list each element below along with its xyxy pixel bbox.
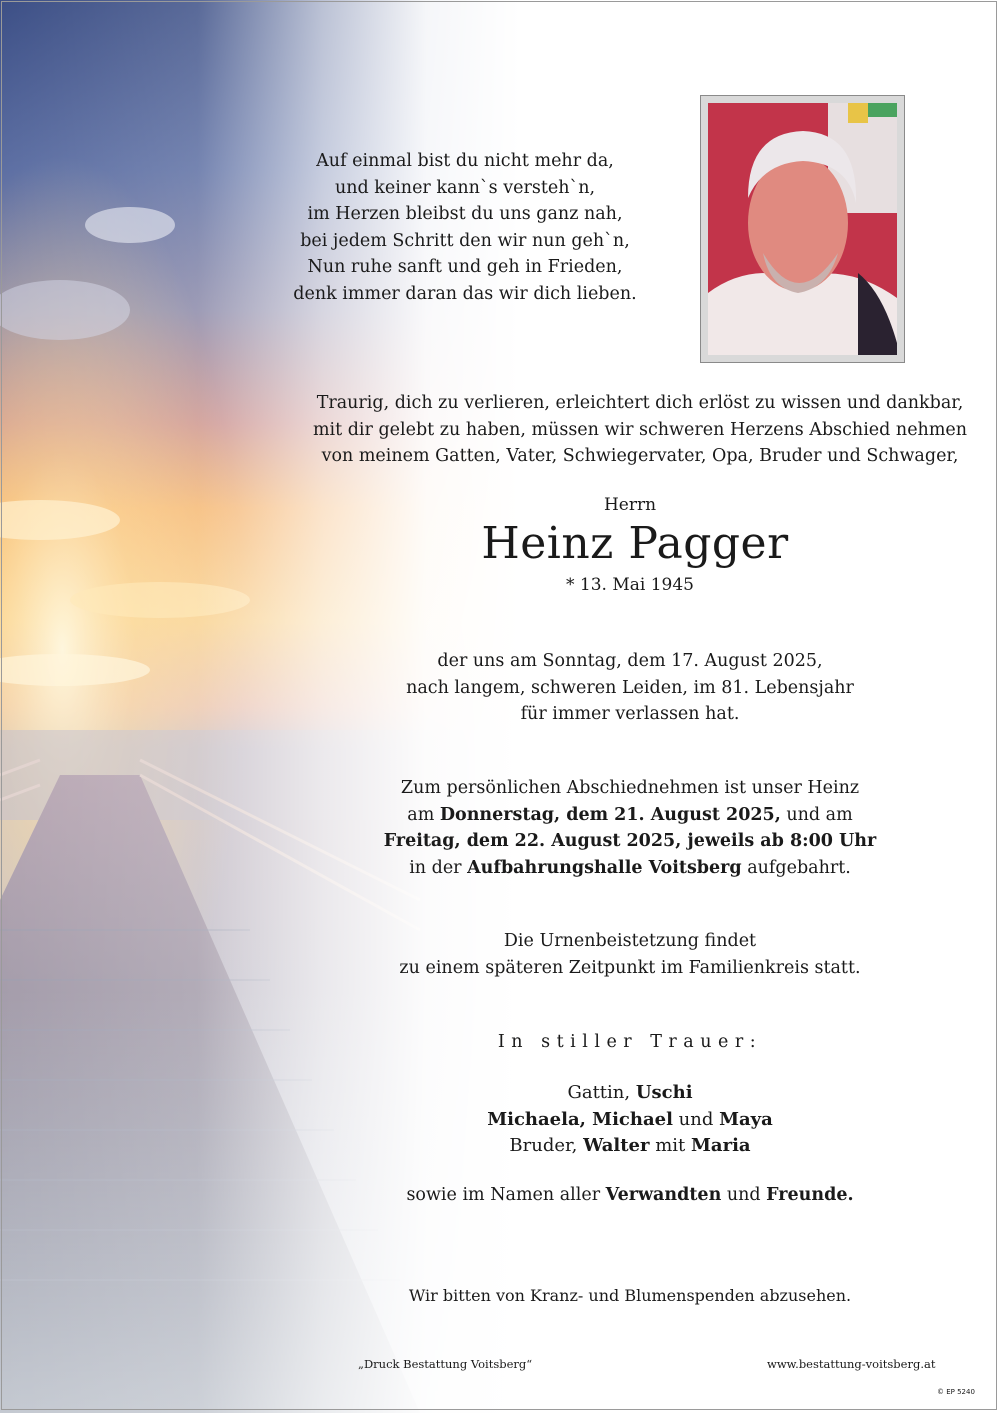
viewing-info [300,775,960,881]
death-line: für immer verlassen hat. [520,704,740,724]
death-line: der uns am Sonntag, dem 17. August 2025, [437,651,823,671]
urn-burial-info [300,928,960,981]
poem-line: im Herzen bleibst du uns ganz nah, [307,204,623,224]
printer-credit: „Druck Bestattung Voitsberg“ [358,1357,533,1371]
viewing-line: Zum persönlichen Abschiednehmen ist unser Heinz [400,778,860,798]
mourner-line: Gattin, Uschi [567,1082,693,1103]
salutation: Herrn [603,495,657,515]
print-code: © EP 5240 [937,1388,975,1396]
poem-line: bei jedem Schritt den wir nun geh`n, [300,230,630,251]
urn-line: Die Urnenbeistetzung findet [503,931,757,951]
urn-line: zu einem späteren Zeitpunkt im Familienkreis statt. [399,957,861,978]
intro-line: mit dir gelebt zu haben, müssen wir schweren Herzens Abschied nehmen [312,419,968,440]
poem-line: denk immer daran das wir dich lieben. [293,283,637,304]
death-line: nach langem, schweren Leiden, im 81. Lebensjahr [406,677,854,698]
mourner-line: Bruder, Walter mit Maria [509,1135,751,1156]
intro-line: Traurig, dich zu verlieren, erleichtert dich erlöst zu wissen und dankbar, [316,393,964,413]
portrait-photo-frame [700,95,905,363]
website-link[interactable]: www.bestattung-voitsberg.at [767,1357,936,1371]
poem-line: Nun ruhe sanft und geh in Frieden, [307,257,623,277]
viewing-line: Freitag, dem 22. August 2025, jeweils ab 8:00 Uhr [383,831,877,851]
poem-line: Auf einmal bist du nicht mehr da, [316,151,614,171]
relatives-line: sowie im Namen aller Verwandten und Freunde. [406,1185,854,1205]
viewing-line: am Donnerstag, dem 21. August 2025, und am [407,804,853,825]
intro-line: von meinem Gatten, Vater, Schwiegervater, Opa, Bruder und Schwager, [321,446,959,466]
mourner-line: Michaela, Michael und Maya [487,1108,773,1130]
death-notice [300,648,960,728]
birth-date: * 13. Mai 1945 [566,575,694,595]
mourning-heading: In stiller Trauer: [497,1032,763,1052]
viewing-line: in der Aufbahrungshalle Voitsberg aufgebahrt. [409,857,851,878]
intro-text [300,390,980,470]
mourners-list [300,1080,960,1160]
poem-line: und keiner kann`s versteh`n, [334,177,596,198]
donation-note: Wir bitten von Kranz- und Blumenspenden abzusehen. [408,1286,852,1305]
portrait-photo [708,103,897,355]
poem [230,148,700,307]
deceased-name: Heinz Pagger [481,518,789,569]
